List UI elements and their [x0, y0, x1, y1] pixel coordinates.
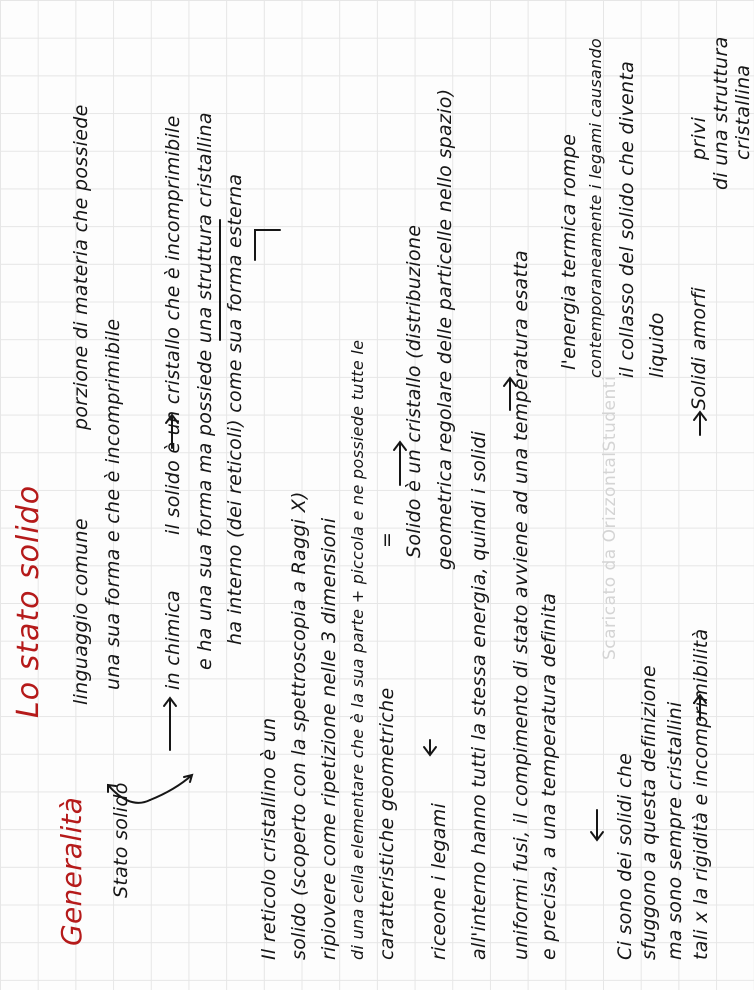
- chimica-line-3: ha interno (dei reticoli) come sua forma esterna: [224, 173, 246, 645]
- reticolo-line-1: Il reticolo cristallino è un: [258, 717, 280, 960]
- ci-sono-line-1: Ci sono dei solidi che: [614, 752, 636, 960]
- ci-sono-line-3: ma sono sempre cristallini: [664, 701, 686, 960]
- energia-line-1: l'energia termica rompe: [558, 133, 580, 370]
- linguaggio-line: linguaggio comune: [70, 518, 92, 705]
- privi-line-3: cristallina: [732, 64, 754, 160]
- riceone-line: riceone i legami: [428, 802, 450, 960]
- arrow-icon: [424, 740, 436, 755]
- uniformi-line-2: e precisa, a una temperatura definita: [538, 592, 560, 960]
- watermark-text: Scaricato da OrizzontalStudenti: [600, 375, 620, 660]
- page-title: Lo stato solido: [11, 484, 46, 718]
- tali-line: tali x la rigidità e incomprimibilità: [690, 628, 712, 960]
- caratteristiche-line: caratteristiche geometriche: [376, 687, 398, 960]
- bracket-mark: [255, 230, 280, 260]
- energia-line-3: il collasso del solido che diventa: [616, 60, 638, 378]
- amorfi-line: Solidi amorfi: [688, 286, 710, 410]
- uniformi-line-1: uniformi fusi, il compimento di stato avviene ad una temperatura esatta: [510, 250, 532, 960]
- arrow-icon: [694, 412, 706, 435]
- privi-line-1: privi: [688, 116, 710, 160]
- porzione-line-2: una sua forma e che è incomprimibile: [102, 318, 124, 690]
- chimica-line-1b: il solido è un cristallo che è incomprimibile: [162, 115, 184, 535]
- solido-cristallo-line-2: geometrica regolare delle particelle nello spazio): [434, 88, 456, 570]
- reticolo-line-2: solido (scoperto con la spettroscopia a Raggi X): [288, 491, 310, 960]
- cella-line: di una cella elementare che è la sua parte + piccola e ne possiede tutte le: [348, 339, 367, 960]
- curve-arrow-icon: [150, 775, 192, 800]
- arrow-icon: [164, 698, 176, 750]
- chimica-line-2: e ha una sua forma ma possiede una struttura cristallina: [194, 112, 216, 670]
- energia-line-2: contemporaneamente i legami causando: [586, 38, 605, 378]
- energia-line-4: liquido: [646, 312, 668, 378]
- chimica-line-1: in chimica: [162, 589, 184, 690]
- heading-generalita: Generalità: [55, 796, 88, 946]
- stato-solido-label: Stato solido: [110, 782, 132, 898]
- privi-line-2: di una struttura: [710, 36, 732, 190]
- porzione-line-1: porzione di materia che possiede: [70, 104, 92, 430]
- arrow-icon: [591, 810, 603, 840]
- reticolo-line-3: ripiovere come ripetizione nelle 3 dimensioni: [318, 517, 340, 960]
- solido-cristallo-line-1: Solido è un cristallo (distribuzione: [403, 224, 425, 558]
- equals-sign: =: [376, 531, 398, 548]
- allinterno-line: all'interno hanno tutti la stessa energia, quindi i solidi: [468, 430, 490, 960]
- ci-sono-line-2: sfuggono a questa definizione: [638, 665, 660, 960]
